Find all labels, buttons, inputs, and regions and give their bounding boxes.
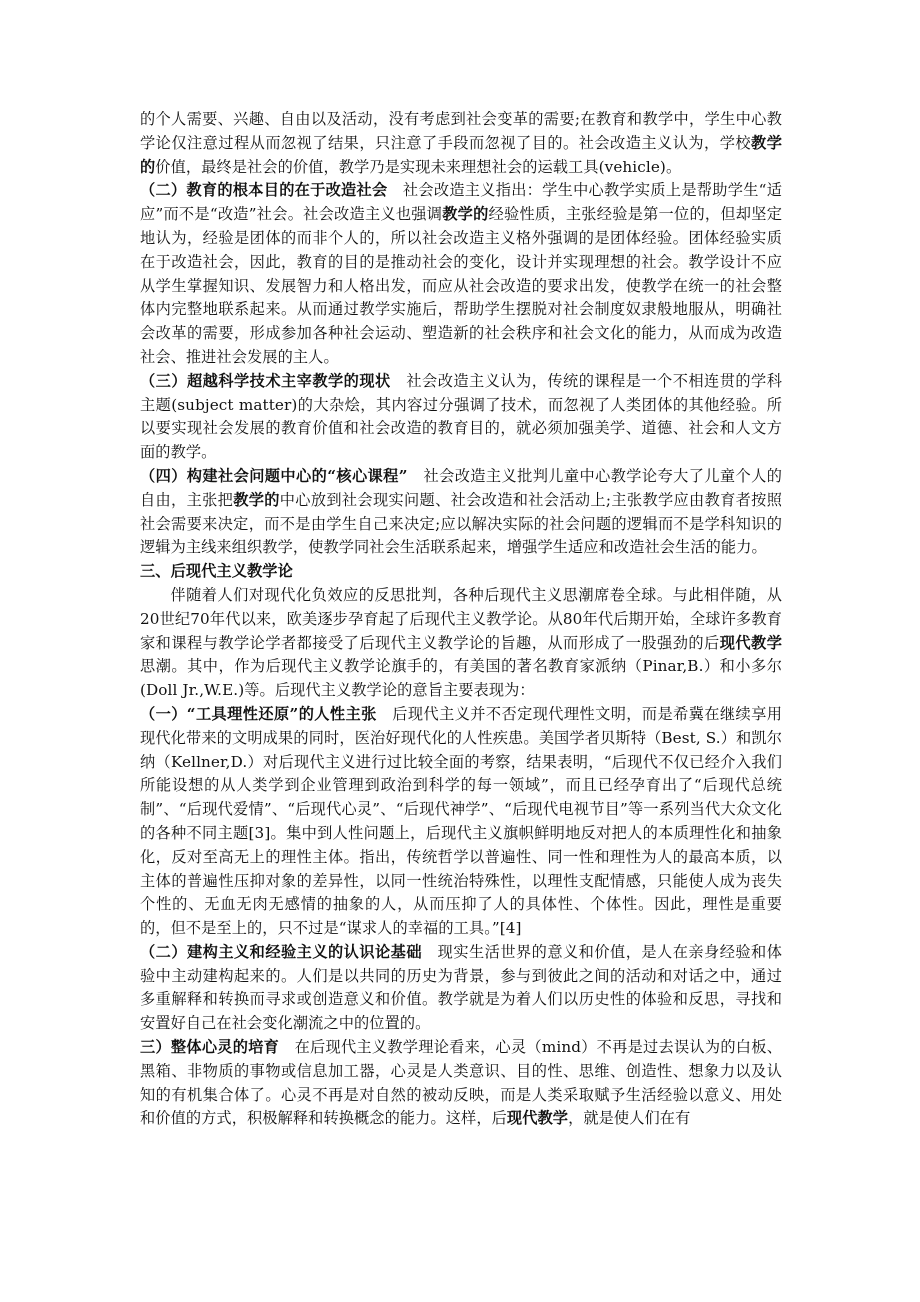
text-segment: 中心放到社会现实问题、社会改造和社会活动上;主张教学应由教育者按照社会需要来决定，而不是由学生自己来决定;应以解决实际的社会问题的逻辑而不是学科知识的逻辑为主线来组织教学，使教学同社会生活联系起来，增强学生适应和改造社会生活的能力。 — [140, 490, 782, 557]
chapter-heading: 三、后现代主义教学论 — [140, 562, 293, 581]
text-segment: 伴随着人们对现代化负效应的反思批判，各种后现代主义思潮席卷全球。与此相伴随，从20世纪70年代以来，欧美逐步孕育起了后现代主义教学论。从80年代后期开始，全球许多教育家和课程与教学论学者都接受了后现代主义教学论的旨趣，从而形成了一股强劲的后 — [140, 585, 782, 652]
chapter-heading-postmodern — [140, 560, 782, 584]
text-segment-bold: 教学的 — [233, 490, 280, 509]
paragraph-postmodern-intro — [140, 584, 782, 703]
text-segment: 现实生活世界的意义和价值，是人在亲身经验和体验中主动建构起来的。人们是以共同的历史为背景，参与到彼此之间的活动和对话之中，通过多重解释和转换而寻求或创造意义和价值。教学就是为着人们以历史性的体验和反思，寻找和安置好自己在社会变化潮流之中的位置的。 — [140, 942, 782, 1033]
text-segment: 在后现代主义教学理论看来，心灵（mind）不再是过去误认为的白板、黑箱、非物质的事物或信息加工器，心灵是人类意识、目的性、思维、创造性、想象力以及认知的有机集合体了。心灵不再是对自然的被动反映，而是人类采取赋予生活经验以意义、用处和价值的方式，积极解释和转换概念的能力。这样，后 — [140, 1038, 782, 1128]
text-segment: 社会改造主义指出：学生中心教学实质上是帮助学生“适应”而不是“改造”社会。社会改造主义也强调 — [140, 181, 782, 224]
text-segment: 思潮。其中，作为后现代主义教学论旗手的，有美国的著名教育家派纳（Pinar,B.）和小多尔(Doll Jr.,W.E.)等。后现代主义教学论的意旨主要表现为： — [140, 657, 782, 700]
section-heading: （一）“工具理性还原”的人性主张 — [140, 704, 377, 723]
text-segment: 社会改造主义批判儿童中心教学论夸大了儿童个人的自由，主张把 — [140, 466, 782, 509]
document-body — [140, 108, 782, 1131]
section-heading: （四）构建社会问题中心的“核心课程” — [140, 466, 408, 485]
paragraph-intro — [140, 108, 782, 179]
paragraph-postmodern-1 — [140, 703, 782, 941]
text-segment: 经验性质，主张经验是第一位的，但却坚定地认为，经验是团体的而非个人的，所以社会改造主义格外强调的是团体经验。团体经验实质在于改造社会，因此，教育的目的是推动社会的变化，设计并实现理想的社会。教学设计不应从学生掌握知识、发展智力和人格出发，而应从社会改造的要求出发，使教学在统一的社会整体内完整地联系起来。从而通过教学实施后，帮助学生摆脱对社会制度奴隶般地服从，明确社会改革的需要，形成参加各种社会运动、塑造新的社会秩序和社会文化的能力，从而成为改造社会、推进社会发展的主人。 — [140, 205, 782, 366]
paragraph-section-3 — [140, 370, 782, 465]
paragraph-section-2 — [140, 179, 782, 369]
paragraph-section-4 — [140, 465, 782, 560]
section-heading: 三）整体心灵的培育 — [140, 1038, 280, 1057]
text-segment-bold: 现代教学 — [719, 633, 782, 652]
text-segment: 后现代主义并不否定现代理性文明，而是希冀在继续享用现代化带来的文明成果的同时，医治好现代化的人性疾患。美国学者贝斯特（Best, S.）和凯尔纳（Kellner,D.）对后现代主义进行过比较全面的考察，结果表明，“后现代不仅已经介入我们所能设想的从人类学到企业管理到政治到科学的每一领域”，而且已经孕育出了“后现代总统制”、“后现代爱情”、“后现代心灵”、“后现代神学”、“后现代电视节目”等一系列当代大众文化的各种不同主题[3]。集中到人性问题上，后现代主义旗帜鲜明地反对把人的本质理性化和抽象化，反对至高无上的理性主体。指出，传统哲学以普遍性、同一性和理性为人的最高本质，以主体的普遍性压抑对象的差异性，以同一性统治特殊性，以理性支配情感，只能使人成为丧失个性的、无血无肉无感情的抽象的人，从而压抑了人的具体性、个体性。因此，理性是重要的，但不是至上的，只不过是“谋求人的幸福的工具。”[4] — [140, 704, 782, 938]
text-segment: 社会改造主义认为，传统的课程是一个不相连贯的学科主题(subject matter)的大杂烩，其内容过分强调了技术，而忽视了人类团体的其他经验。所以要实现社会发展的教育价值和社会改造的教育目的，就必须加强美学、道德、社会和人文方面的教学。 — [140, 371, 782, 462]
section-heading: （二）教育的根本目的在于改造社会 — [140, 181, 388, 200]
text-segment: 的个人需要、兴趣、自由以及活动，没有考虑到社会变革的需要;在教育和教学中，学生中心教学论仅注意过程从而忽视了结果，只注意了手段而忽视了目的。社会改造主义认为，学校 — [140, 110, 782, 152]
text-segment-bold: 教学的 — [140, 133, 783, 176]
paragraph-postmodern-3 — [140, 1036, 782, 1131]
text-segment: ，就是使人们在有 — [568, 1109, 691, 1128]
section-heading: （二）建构主义和经验主义的认识论基础 — [140, 942, 423, 961]
text-segment-bold: 现代教学 — [506, 1109, 569, 1128]
section-heading: （三）超越科学技术主宰教学的现状 — [140, 371, 391, 390]
text-segment: 价值，最终是社会的价值，教学乃是实现未来理想社会的运载工具(vehicle)。 — [155, 157, 682, 176]
paragraph-postmodern-2 — [140, 941, 782, 1036]
text-segment-bold: 教学的 — [442, 205, 489, 224]
